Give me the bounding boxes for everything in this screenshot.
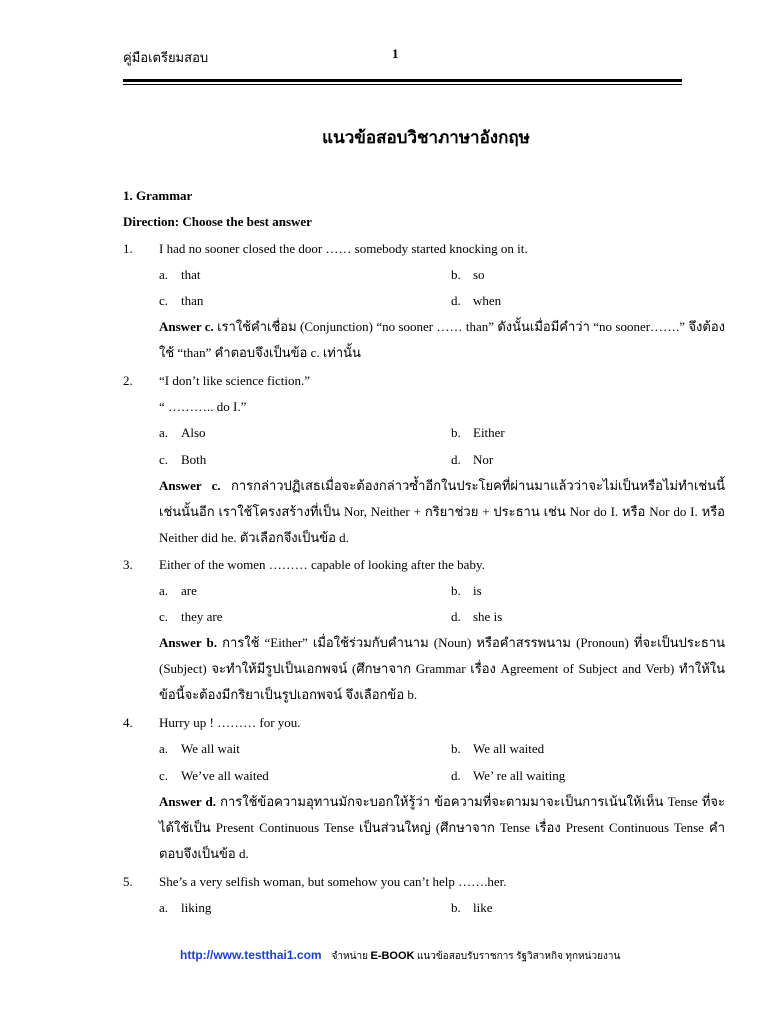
answer-text: การใช้ “Either” เมื่อใช้ร่วมกับคำนาม (Noun) หรือคำสรรพนาม (Pronoun) ที่จะเป็นประธาน (Subject) จะทำให้มีรูปเป็นเอกพจน์ (ศึกษาจาก Grammar เรื่อง Agreement of Subject and Verb) ทำให้ในข้อนี้จะต้องมีกริยาเป็นรูปเอกพจน์ จึงเลือกข้อ b. [159, 635, 725, 702]
answer-label: Answer c. [159, 478, 221, 493]
option-text: that [181, 267, 201, 282]
answer-explanation [159, 473, 725, 551]
option-c[interactable] [159, 451, 206, 469]
question-number: 1. [123, 241, 133, 256]
option-b[interactable] [451, 899, 493, 917]
answer-text: การใช้ข้อความอุทานมักจะบอกให้รู้ว่า ข้อความที่จะตามมาจะเป็นการเน้นให้เห็น Tense ที่จะได้ใช้เป็น Present Continuous Tense เป็นส่วนใหญ่ (ศึกษาจาก Tense เรื่อง Present Continuous Tense คำตอบจึงเป็นข้อ d. [159, 794, 725, 861]
option-text: when [473, 293, 502, 308]
footer-pre: จำหน่าย [331, 951, 371, 962]
question-number: 5. [123, 874, 133, 889]
page-number: 1 [392, 46, 399, 61]
question-text: Either of the women ……… capable of looking after the baby. [159, 557, 485, 572]
answer-label: Answer c. [159, 319, 214, 334]
option-a[interactable] [159, 424, 206, 442]
question-number: 2. [123, 373, 133, 388]
option-c[interactable] [159, 767, 269, 785]
header-rule-thin [123, 84, 682, 85]
option-b[interactable] [451, 266, 485, 284]
question-text: “I don’t like science fiction.” [159, 373, 311, 388]
option-letter: c. [159, 293, 169, 308]
option-letter: c. [159, 609, 169, 624]
option-d[interactable] [451, 451, 493, 469]
answer-explanation [159, 789, 725, 867]
answer-text: เราใช้คำเชื่อม (Conjunction) “no sooner …… than” ดังนั้นเมื่อมีคำว่า “no sooner…….” จึงต้องใช้ “than” คำตอบจึงเป็นข้อ c. เท่านั้น [159, 319, 725, 360]
question-number: 3. [123, 557, 133, 572]
option-text: We all waited [473, 741, 545, 756]
footer-ebook: E-BOOK [370, 950, 415, 962]
option-text: We’ re all waiting [473, 768, 566, 783]
option-d[interactable] [451, 292, 501, 310]
direction-text: Direction: Choose the best answer [123, 214, 312, 229]
option-letter: d. [451, 609, 461, 624]
option-text: Both [181, 452, 207, 467]
option-d[interactable] [451, 608, 502, 626]
option-b[interactable] [451, 424, 505, 442]
header-rule-thick [123, 79, 682, 82]
answer-label: Answer d. [159, 794, 216, 809]
question-number: 4. [123, 715, 133, 730]
document-title: แนวข้อสอบวิชาภาษาอังกฤษ [322, 128, 530, 147]
option-letter: b. [451, 425, 461, 440]
option-text: Either [473, 425, 505, 440]
option-text: are [181, 583, 197, 598]
option-a[interactable] [159, 582, 197, 600]
option-letter: b. [451, 267, 461, 282]
option-letter: d. [451, 768, 461, 783]
question-text-line-2: “ ……….. do I.” [159, 399, 247, 414]
header-label: คู่มือเตรียมสอบ [123, 50, 209, 65]
option-text: so [473, 267, 485, 282]
option-a[interactable] [159, 740, 240, 758]
answer-explanation [159, 630, 725, 708]
footer-link[interactable]: http://www.testthai1.com [180, 948, 322, 962]
section-heading: 1. Grammar [123, 188, 193, 203]
option-b[interactable] [451, 740, 544, 758]
option-text: We’ve all waited [181, 768, 269, 783]
question-text: Hurry up ! ……… for you. [159, 715, 301, 730]
question-text: I had no sooner closed the door …… somebody started knocking on it. [159, 241, 528, 256]
option-letter: c. [159, 452, 169, 467]
option-a[interactable] [159, 266, 201, 284]
option-a[interactable] [159, 899, 211, 917]
option-letter: a. [159, 741, 169, 756]
option-letter: d. [451, 452, 461, 467]
option-letter: a. [159, 900, 169, 915]
option-text: Also [181, 425, 206, 440]
footer-text [332, 951, 621, 962]
option-text: Nor [473, 452, 494, 467]
answer-explanation [159, 314, 725, 366]
option-letter: d. [451, 293, 461, 308]
option-c[interactable] [159, 608, 223, 626]
option-c[interactable] [159, 292, 203, 310]
option-letter: a. [159, 267, 169, 282]
option-letter: b. [451, 900, 461, 915]
option-letter: b. [451, 741, 461, 756]
option-letter: b. [451, 583, 461, 598]
answer-label: Answer b. [159, 635, 217, 650]
option-text: liking [181, 900, 212, 915]
option-text: is [473, 583, 482, 598]
option-d[interactable] [451, 767, 565, 785]
option-text: We all wait [181, 741, 240, 756]
option-text: she is [473, 609, 503, 624]
option-text: than [181, 293, 204, 308]
option-letter: a. [159, 425, 169, 440]
option-text: they are [181, 609, 223, 624]
page-footer [180, 947, 620, 964]
footer-post: แนวข้อสอบรับราชการ รัฐวิสาหกิจ ทุกหน่วยงาน [414, 951, 621, 962]
answer-text: การกล่าวปฏิเสธเมื่อจะต้องกล่าวซ้ำอีกในประโยคที่ผ่านมาแล้วว่าจะไม่เป็นหรือไม่ทำเช่นนี้เช่นนั้นอีก เราใช้โครงสร้างที่เป็น Nor, Neither + กริยาช่วย + ประธาน เช่น Nor do I. หรือ Nor do I. หรือ Neither did he. ตัวเลือกจึงเป็นข้อ d. [159, 478, 725, 545]
option-letter: a. [159, 583, 169, 598]
option-b[interactable] [451, 582, 482, 600]
option-text: like [473, 900, 493, 915]
option-letter: c. [159, 768, 169, 783]
question-text: She’s a very selfish woman, but somehow you can’t help …….her. [159, 874, 507, 889]
